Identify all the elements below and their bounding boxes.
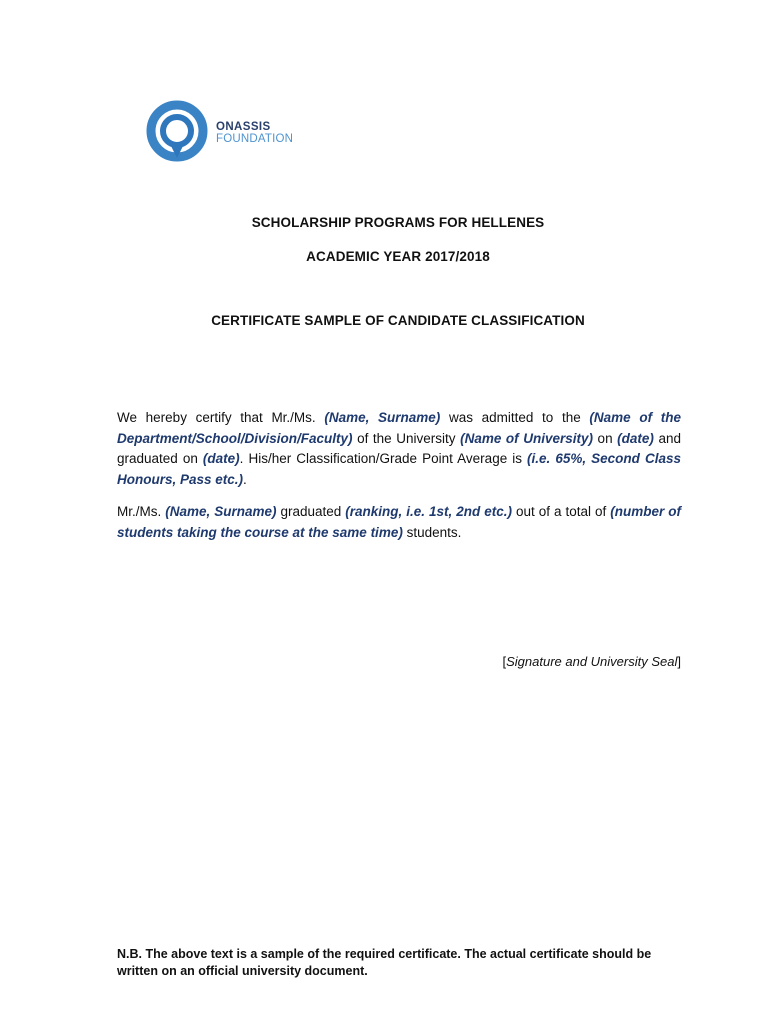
placeholder-ranking: (ranking, i.e. 1st, 2nd etc.) (345, 504, 513, 519)
placeholder-classification: (i.e. 65%, Second Class Honours, Pass etc.) (117, 451, 681, 487)
logo-wordmark (216, 121, 293, 145)
text-segment: . His/her Classification/Grade Point Average is (239, 451, 528, 466)
ranking-paragraph (117, 502, 681, 543)
certificate-title: CERTIFICATE SAMPLE OF CANDIDATE CLASSIFICATION (211, 313, 585, 328)
placeholder-name-surname: (Name, Surname) (165, 504, 277, 519)
text-segment: and graduated on (117, 430, 681, 466)
text-segment: Mr./Ms. (117, 504, 166, 519)
text-segment: students. (402, 524, 462, 540)
text-segment: was admitted to the (440, 410, 590, 425)
logo-line-foundation: FOUNDATION (216, 133, 294, 145)
text-segment: of the University (352, 430, 461, 446)
program-heading: SCHOLARSHIP PROGRAMS FOR HELLENES (251, 215, 545, 230)
text-segment: out of a total of (512, 504, 611, 519)
signature-line (502, 654, 681, 669)
certification-paragraph (117, 408, 681, 490)
placeholder-admission-date: (date) (617, 430, 654, 446)
bracket-open: [ (502, 654, 507, 669)
placeholder-number-of-students: (number of students taking the course at the same time) (117, 504, 681, 540)
placeholder-graduation-date: (date) (202, 451, 240, 466)
bracket-close: ] (677, 654, 681, 669)
logo-line-onassis: ONASSIS (216, 121, 271, 133)
text-segment: We hereby certify that Mr./Ms. (117, 410, 325, 425)
text-segment: graduated (276, 504, 346, 519)
signature-label: Signature and University Seal (506, 654, 678, 669)
placeholder-department: (Name of the Department/School/Division/Faculty) (117, 410, 681, 446)
text-segment: . (243, 471, 247, 487)
placeholder-name-surname: (Name, Surname) (324, 410, 441, 425)
text-segment: on (593, 430, 618, 446)
onassis-ring-icon (145, 100, 209, 164)
placeholder-university: (Name of University) (460, 430, 593, 446)
nb-note: N.B. The above text is a sample of the required certificate. The actual certificate should be written on an official university document. (117, 947, 652, 978)
academic-year-heading: ACADEMIC YEAR 2017/2018 (306, 249, 490, 264)
onassis-foundation-logo (145, 100, 315, 164)
